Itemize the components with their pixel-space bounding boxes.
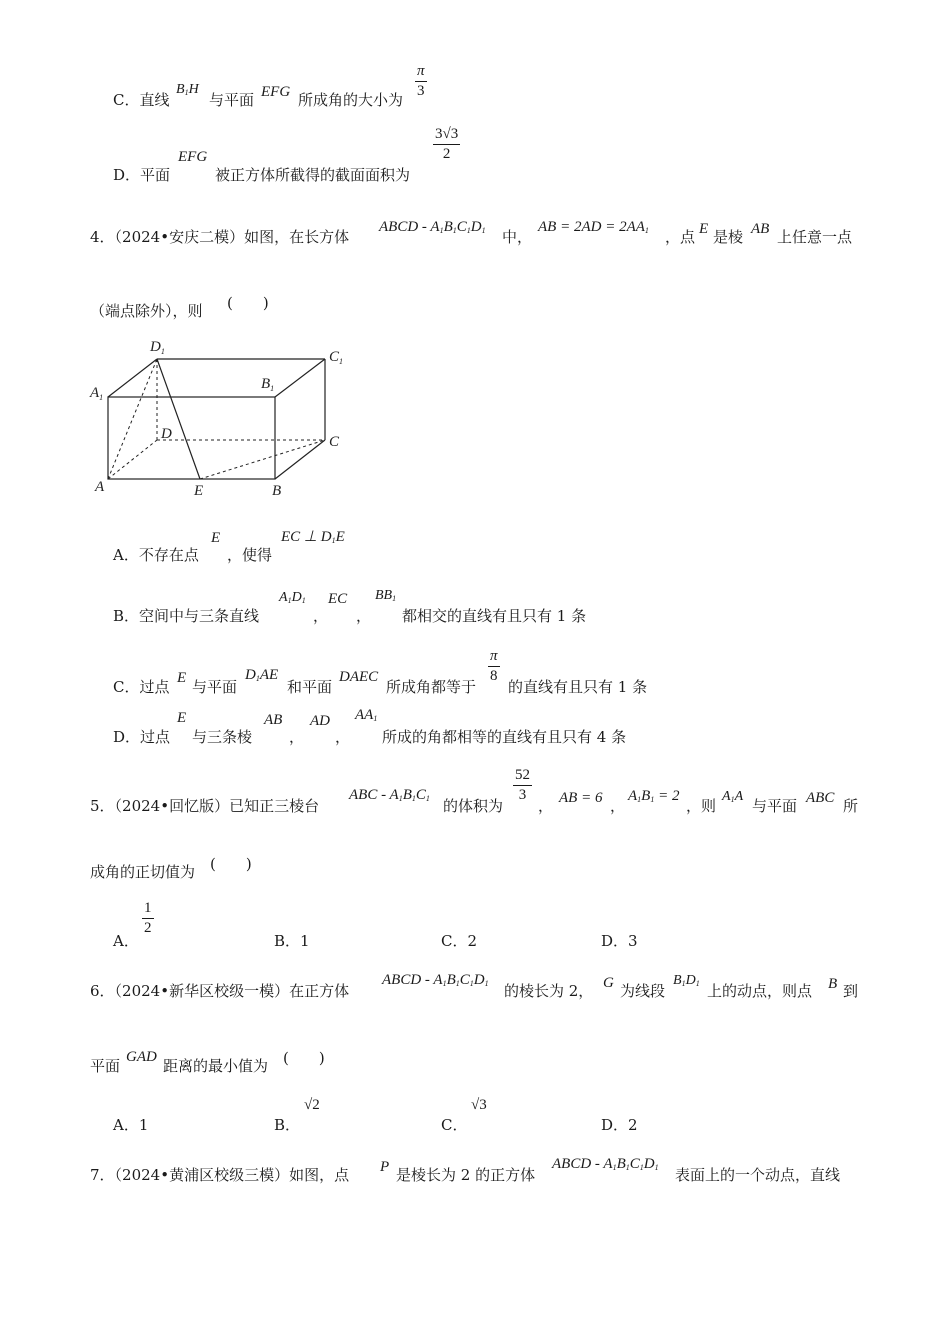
q3-d-text2: 被正方体所截得的截面面积为 (215, 166, 411, 184)
label-a: A (95, 479, 105, 495)
q6-plane: GAD (126, 1049, 157, 1065)
label-c: C (329, 434, 340, 450)
q6-option-d: D．2 (601, 1116, 638, 1134)
edge-b-c (275, 440, 325, 479)
q4-d-edge3: $AA_1$ (355, 707, 378, 723)
q5-text5: ，则 (686, 797, 717, 815)
q6-text3: 为线段 (620, 982, 666, 1000)
q6-point-b: B (828, 976, 838, 992)
q6-text5: 到 (843, 982, 859, 1000)
q4-c-fraction: $\frac{\pi}{8}$ (490, 648, 498, 684)
label-d: D (161, 426, 172, 442)
q4-b-line1: $A_1D_1$ (279, 590, 306, 605)
q3-c-fraction: $\frac{\pi}{3}$ (417, 63, 425, 99)
q5-text4: ， (610, 797, 626, 815)
q4-c-text4: 所成角都等于 (386, 678, 477, 696)
q3-c-plane: EFG (261, 84, 291, 100)
q4-d-edge2: AD (310, 713, 330, 729)
q4-c-text5: 的直线有且只有 1 条 (508, 678, 648, 696)
q3-c-line-b1h: $B_1H$ (176, 82, 199, 97)
q6-option-b: B． (274, 1116, 301, 1134)
q4-c-text2: 与平面 (192, 678, 238, 696)
q5-text3: ， (538, 797, 554, 815)
label-c1: $C_1$ (329, 349, 344, 366)
label-b1: $B_1$ (261, 376, 275, 393)
q6-paren: ( ) (283, 1049, 325, 1067)
q4-b-sep2: ， (356, 607, 372, 625)
q3-c-text3: 所成角的大小为 (298, 91, 404, 109)
q3-d-fraction: $\frac{3√3}{2}$ (435, 126, 459, 162)
q4-a-point-e: E (211, 530, 221, 546)
q6-text4: 上的动点，则点 (707, 982, 813, 1000)
q7-point-p: P (380, 1159, 390, 1175)
q7-number: 7．（2024•黄浦区校级三模）如图，点 (90, 1166, 350, 1184)
q6-line2b: 距离的最小值为 (163, 1057, 269, 1075)
q4-number: 4．（2024•安庆二模）如图，在长方体 (90, 228, 350, 246)
q4-d-edge1: AB (264, 712, 283, 728)
q4-edge: AB (751, 221, 770, 237)
q5-number: 5．（2024•回忆版）已知正三棱台 (90, 797, 320, 815)
q4-option-a: A．不存在点 (113, 546, 199, 564)
q4-d-text2: 与三条棱 (192, 728, 253, 746)
q4-option-d: D．过点 (113, 728, 171, 746)
q4-text4: 是棱 (713, 228, 744, 246)
q6-b-value: √2 (304, 1097, 320, 1113)
q6-line2: 平面 (90, 1057, 121, 1075)
q4-c-plane2: DAEC (339, 669, 379, 685)
q4-d-sep2: ， (335, 728, 351, 746)
q4-d-point-e: E (177, 710, 187, 726)
q6-number: 6．（2024•新华区校级一模）在正方体 (90, 982, 350, 1000)
q4-d-sep1: ， (289, 728, 305, 746)
q6-segment: $B_1D_1$ (673, 973, 700, 988)
q6-option-a: A．1 (113, 1116, 149, 1134)
q4-text2: 中， (502, 228, 533, 246)
hidden-line-a-d1 (108, 359, 157, 479)
q6-text2: 的棱长为 2， (504, 982, 594, 1000)
q5-option-b: B．1 (274, 932, 310, 950)
q4-b-sep1: ， (313, 607, 329, 625)
q5-paren: ( ) (210, 855, 252, 873)
q5-volume-fraction: $\frac{52}{3}$ (515, 767, 530, 803)
q3-c-text2: 与平面 (209, 91, 255, 109)
q4-a-text2: ，使得 (227, 546, 273, 564)
q4-b-text2: 都相交的直线有且只有 1 条 (402, 607, 587, 625)
q4-b-line2: EC (328, 591, 348, 607)
q5-a-fraction: $\frac{1}{2}$ (144, 900, 152, 936)
q4-solid: ABCD - $A_1B_1C_1D_1$ (379, 219, 486, 235)
q6-option-c: C． (441, 1116, 468, 1134)
q4-condition: AB = $2AD = 2AA_1$ (538, 219, 649, 235)
q4-cuboid-figure (85, 335, 360, 500)
label-e: E (194, 483, 204, 499)
q4-b-line3: $BB_1$ (375, 588, 397, 603)
q5-text2: 的体积为 (443, 797, 504, 815)
q5-line-aa1: $A_1A$ (722, 789, 744, 804)
q5-text6: 与平面 (752, 797, 798, 815)
label-a1: $A_1$ (90, 385, 104, 402)
q5-option-d: D．3 (601, 932, 638, 950)
q4-paren: ( ) (227, 294, 269, 312)
q5-option-a: A． (113, 932, 139, 950)
q7-text2: 是棱长为 2 的正方体 (396, 1166, 536, 1184)
q7-solid: ABCD - $A_1B_1C_1D_1$ (552, 1156, 659, 1172)
q4-d-text3: 所成的角都相等的直线有且只有 4 条 (382, 728, 627, 746)
q3-option-c: C．直线 (113, 91, 170, 109)
q4-option-b: B．空间中与三条直线 (113, 607, 260, 625)
q5-solid: ABC - $A_1B_1C_1$ (349, 787, 430, 803)
q4-option-c: C．过点 (113, 678, 170, 696)
q3-option-d: D．平面 (113, 166, 171, 184)
hidden-line-e-c (200, 440, 325, 479)
q4-text3: ，点 (665, 228, 696, 246)
q5-option-c: C．2 (441, 932, 478, 950)
q4-text5: 上任意一点 (777, 228, 853, 246)
q6-c-value: √3 (471, 1097, 487, 1113)
cuboid-front-face (108, 397, 275, 479)
label-d1: $D_1$ (150, 339, 165, 356)
q4-point-e: E (699, 221, 709, 237)
line-d1-e (157, 359, 200, 479)
q5-line2: 成角的正切值为 (90, 863, 196, 881)
q4-line2: （端点除外），则 (90, 302, 203, 320)
q4-c-plane1: $D_1AE$ (245, 667, 279, 683)
q7-text3: 表面上的一个动点，直线 (675, 1166, 841, 1184)
q5-ab: AB = 6 (559, 790, 603, 806)
q5-plane: ABC (806, 790, 835, 806)
q5-a1b1: $A_1B_1 = 2$ (628, 788, 680, 804)
edge-b1-c1 (275, 359, 325, 397)
q4-c-point-e: E (177, 670, 187, 686)
q5-text7: 所 (843, 797, 859, 815)
label-b: B (272, 483, 282, 499)
q6-solid: ABCD - $A_1B_1C_1D_1$ (382, 972, 489, 988)
q4-c-text3: 和平面 (287, 678, 333, 696)
q4-a-condition: EC ⊥ $D_1E$ (281, 529, 345, 545)
q6-point-g: G (603, 975, 614, 991)
q3-d-plane: EFG (178, 149, 208, 165)
hidden-edge-a-d (108, 440, 157, 479)
